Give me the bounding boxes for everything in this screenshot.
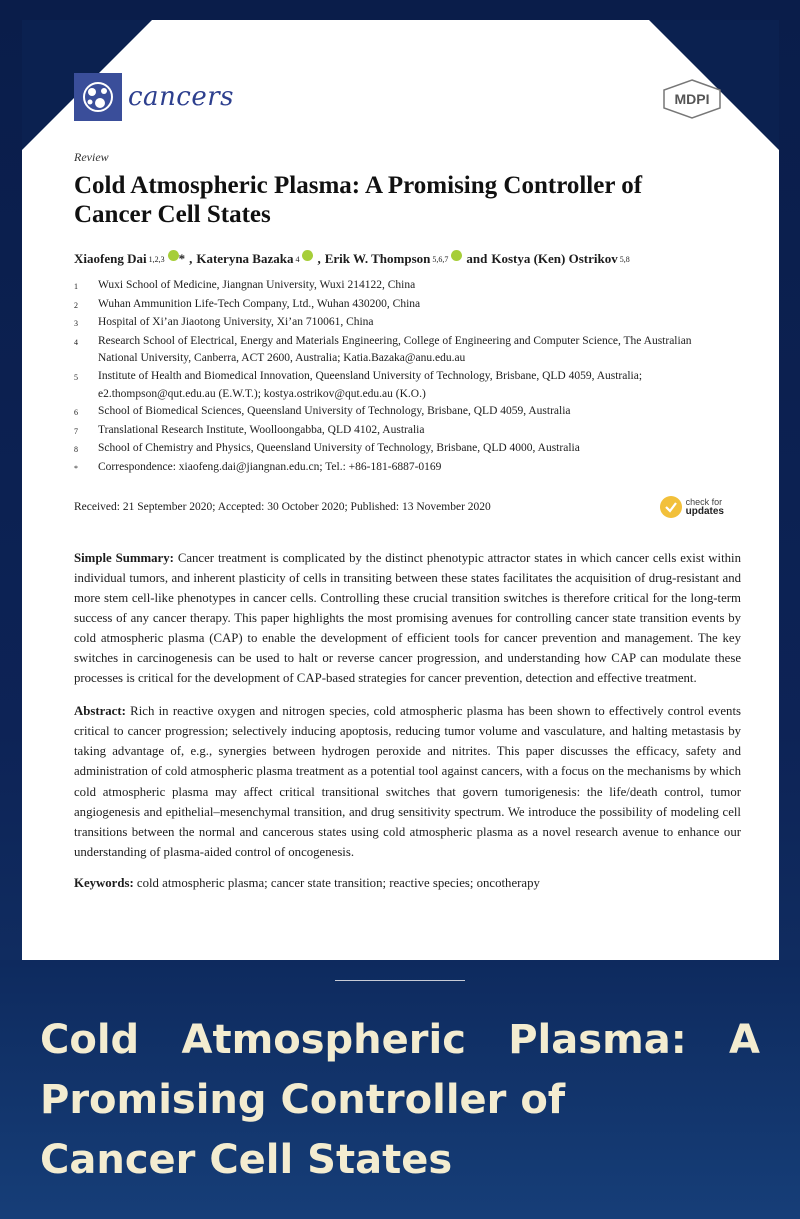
author-list xyxy=(74,251,724,267)
orcid-icon[interactable] xyxy=(168,250,179,261)
affiliation-number: 4 xyxy=(74,337,78,347)
caption-line: Promising Controller of xyxy=(40,1077,566,1123)
affiliation-item xyxy=(74,440,724,459)
affiliation-number: 8 xyxy=(74,445,78,455)
affiliation-number: 6 xyxy=(74,408,78,418)
author-name: Erik W. Thompson xyxy=(324,251,431,266)
author xyxy=(74,251,185,267)
affiliation-item xyxy=(74,314,724,333)
affiliation-number: 3 xyxy=(74,319,78,329)
keywords xyxy=(74,876,724,891)
author-affiliation-numbers: 5,8 xyxy=(619,254,630,264)
affiliation-item xyxy=(74,333,724,368)
affiliation-text: Translational Research Institute, Woolloongabba, QLD 4102, Australia xyxy=(98,423,425,436)
caption-line: Cancer Cell States xyxy=(40,1137,453,1183)
check-updates-line2: updates xyxy=(685,505,724,517)
abstract xyxy=(74,701,741,862)
author-affiliation-numbers: 1,2,3 xyxy=(148,254,165,264)
affiliation-text: Research School of Electrical, Energy and Materials Engineering, College of Engineering and Computer Science, The Australian National University, Canberra, ACT 2600, Australia; Katia.Bazaka@anu.edu.au xyxy=(98,334,692,365)
affiliation-item xyxy=(74,296,724,315)
journal-name: cancers xyxy=(128,82,235,112)
affiliation-number: 1 xyxy=(74,282,78,291)
mdpi-hexagon-logo-icon xyxy=(661,79,723,119)
author xyxy=(491,251,629,267)
check-for-updates-label xyxy=(686,498,724,516)
affiliation-text: School of Biomedical Sciences, Queensland University of Technology, Brisbane, QLD 4059, Australia xyxy=(98,405,571,418)
correspondence-item xyxy=(74,459,724,478)
paper-title: Cold Atmospheric Plasma: A Promising Controller of Cancer Cell States xyxy=(74,172,643,228)
affiliation-item xyxy=(74,368,724,403)
affiliation-text: Hospital of Xi’an Jiaotong University, Xi’an 710061, China xyxy=(98,316,374,329)
caption-line: Cold Atmospheric Plasma: A xyxy=(40,1017,760,1063)
caption-title xyxy=(40,1010,760,1190)
article-type: Review xyxy=(74,150,109,164)
publication-dates: Received: 21 September 2020; Accepted: 30 October 2020; Published: 13 November 2020 xyxy=(74,500,491,513)
affiliation-list xyxy=(74,277,724,478)
affiliation-text: School of Chemistry and Physics, Queensland University of Technology, Brisbane, QLD 4000, Australia xyxy=(98,442,580,455)
corresponding-mark: * xyxy=(178,251,186,266)
author xyxy=(196,251,313,267)
simple-summary xyxy=(74,548,741,689)
abstract-text: Rich in reactive oxygen and nitrogen species, cold atmospheric plasma has been shown to effectively control events critical to cancer progression; selectively inducing apoptosis, reducing tumor volume and vasculature, and halting metastasis by taking advantage of, e.g., synergies between hydrogen peroxide and nitrites. This paper discusses the efficacy, safety and administration of cold atmospheric plasma treatment as a potential tool against cancers, with a focus on the mechanisms by which cold atmospheric plasma may affect critical transitional switches that govern tumorigenesis: the life/death control, tumor angiogenesis and epithelial–mesenchymal transition, and drug sensitivity spectrum. We introduce the possibility of modeling cell transitions between the normal and cancerous states using cold atmospheric plasma as a novel research avenue to enhance our understanding of plasma-aided control of oncogenesis. xyxy=(74,704,741,859)
paper-content xyxy=(74,150,742,891)
affiliation-number: 2 xyxy=(74,300,78,310)
cancers-journal-logo-icon xyxy=(74,73,122,121)
caption-banner xyxy=(0,960,800,1219)
affiliation-text: Institute of Health and Biomedical Innovation, Queensland University of Technology, Brisbane, QLD 4059, Australia; e2.thompson@qut.edu.au (E.W.T.); kostya.ostrikov@qut.edu.au (K.O.) xyxy=(98,369,643,400)
journal-logo xyxy=(74,73,234,121)
keywords-label: Keywords: xyxy=(74,875,134,890)
checkmark-icon xyxy=(660,496,682,518)
divider xyxy=(335,980,465,981)
affiliation-text: Wuxi School of Medicine, Jiangnan University, Wuxi 214122, China xyxy=(98,279,416,291)
simple-summary-label: Simple Summary: xyxy=(74,550,174,565)
author-affiliation-numbers: 4 xyxy=(295,254,300,264)
author-name: Kostya (Ken) Ostrikov xyxy=(491,251,618,266)
abstract-label: Abstract: xyxy=(74,704,126,719)
author-separator: , xyxy=(317,251,321,266)
affiliation-item xyxy=(74,403,724,422)
affiliation-number: * xyxy=(74,463,78,473)
check-for-updates-button[interactable] xyxy=(660,496,724,518)
author-name: Kateryna Bazaka xyxy=(196,251,294,266)
orcid-icon[interactable] xyxy=(451,250,462,261)
affiliation-item xyxy=(74,422,724,441)
affiliation-number: 5 xyxy=(74,372,78,382)
author-name: Xiaofeng Dai xyxy=(74,251,147,266)
publisher-name: MDPI xyxy=(674,91,710,107)
correspondence-text: Correspondence: xiaofeng.dai@jiangnan.edu.cn; Tel.: +86-181-6887-0169 xyxy=(98,460,442,473)
affiliation-text: Wuhan Ammunition Life-Tech Company, Ltd., Wuhan 430200, China xyxy=(98,297,421,310)
author-affiliation-numbers: 5,6,7 xyxy=(432,254,449,264)
check-updates-line1: check for xyxy=(685,496,723,507)
paper-page xyxy=(22,20,779,960)
simple-summary-text: Cancer treatment is complicated by the distinct phenotypic attractor states in which cancer cells exist within individual tumors, and inherent plasticity of cells in transiting between these states facilitates the acquisition of drug-resistant and more stem cell-like phenotypes in cancer cells. Controlling these crucial transition switches is therefore critical for the long-term success of any cancer therapy. This paper highlights the most promising avenues for controlling cancer state transition events by cold atmospheric plasma (CAP) to enable the development of efficient tools for cancer prevention and management. The key switches in carcinogenesis can be used to halt or reverse cancer progression, and understanding how CAP can modulate these processes is critical for the development of CAP-based strategies for cancer prevention, detection and effective treatment. xyxy=(74,550,742,686)
orcid-icon[interactable] xyxy=(302,250,313,261)
publication-dates-row xyxy=(74,496,724,518)
author xyxy=(325,251,463,267)
paper-header xyxy=(74,73,723,123)
author-separator: and xyxy=(466,251,488,266)
author-separator: , xyxy=(189,251,193,266)
affiliation-item xyxy=(74,277,724,296)
keywords-text: cold atmospheric plasma; cancer state transition; reactive species; oncotherapy xyxy=(136,875,540,890)
affiliation-number: 7 xyxy=(74,426,78,436)
